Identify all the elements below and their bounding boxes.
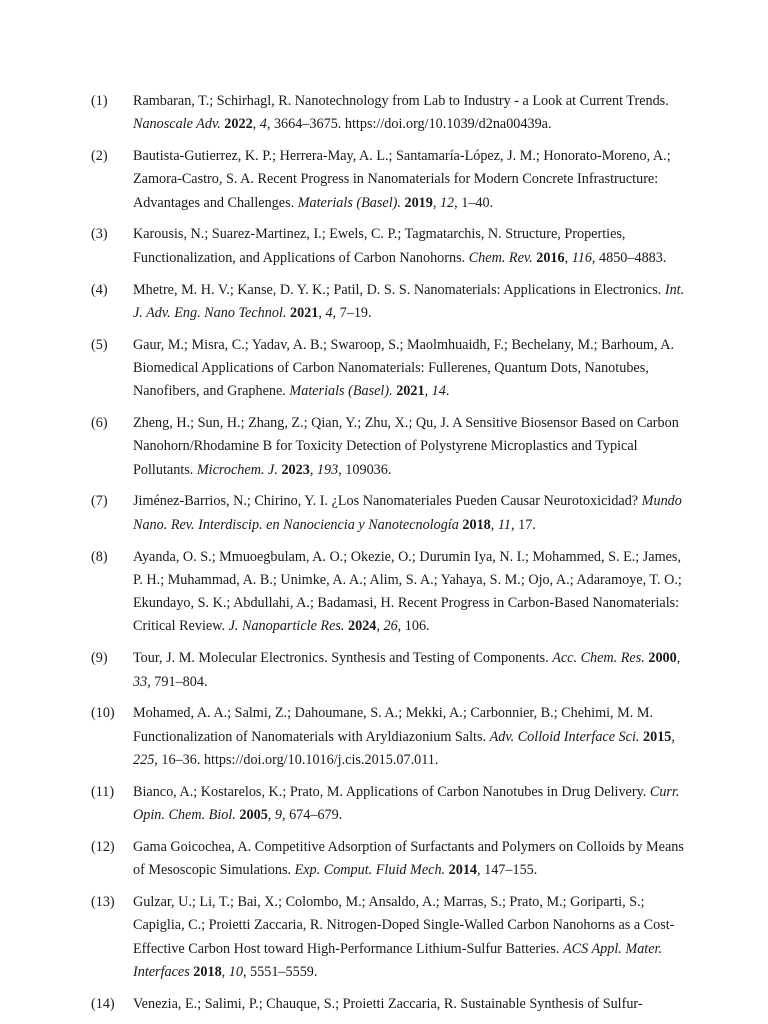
reference-number: (5) <box>91 336 108 353</box>
reference-journal: Exp. Comput. Fluid Mech. <box>294 862 446 879</box>
reference-item <box>91 546 691 639</box>
reference-item <box>91 702 691 772</box>
reference-year: 2022 <box>224 116 253 133</box>
reference-pages: , 791–804. <box>147 673 208 690</box>
reference-text: Bautista-Gutierrez, K. P.; Herrera-May, A. L.; Santamaría-López, J. M.; Honorato-Moreno, A.; Zamora-Castro, S. A. Recent Progress in Nanomaterials for Modern Concrete Infrastructure: Advantages and Challenges. Materials (Basel). 2019, 12, 1–40. <box>133 148 671 211</box>
reference-volume: 14 <box>431 383 446 400</box>
reference-pages: , 5551–5559. <box>242 963 318 980</box>
reference-number: (4) <box>91 281 108 298</box>
reference-item <box>91 836 691 883</box>
reference-volume: 26 <box>383 618 398 635</box>
reference-year: 2018 <box>462 516 491 533</box>
reference-journal: Microchem. J. <box>196 461 278 478</box>
reference-item <box>91 279 691 326</box>
reference-journal: Acc. Chem. Res. <box>552 650 645 667</box>
reference-year: 2015 <box>643 728 672 745</box>
reference-authors-title: Venezia, E.; Salimi, P.; Chauque, S.; Proietti Zaccaria, R. Sustainable Synthesis of Sulfur- <box>133 995 643 1012</box>
reference-volume: 193 <box>316 461 339 478</box>
reference-volume: 116 <box>571 249 592 266</box>
reference-pages: , 1–40. <box>454 194 494 211</box>
reference-list <box>91 90 691 1024</box>
reference-text: Zheng, H.; Sun, H.; Zhang, Z.; Qian, Y.; Zhu, X.; Qu, J. A Sensitive Biosensor Based on Carbon Nanohorn/Rhodamine B for Toxicity Detection of Polystyrene Microplastics and Typical Pollutants. Microchem. J. 2023, 193, 109036. <box>133 415 679 478</box>
reference-authors-title: Tour, J. M. Molecular Electronics. Synthesis and Testing of Components. <box>133 650 549 667</box>
reference-pages: , 7–19. <box>332 304 372 321</box>
reference-item <box>91 412 691 482</box>
reference-text <box>133 836 691 883</box>
reference-journal: Mundo Nano. Rev. Interdiscip. en Nanociencia y Nanotecnología <box>133 493 682 533</box>
reference-item <box>91 223 691 270</box>
reference-text: Rambaran, T.; Schirhagl, R. Nanotechnology from Lab to Industry - a Look at Current Trends. Nanoscale Adv. 2022, 4, 3664–3675. https://doi.org/10.1039/d2na00439a. <box>133 93 669 133</box>
reference-volume: 9 <box>274 807 282 824</box>
reference-journal: Chem. Rev. <box>468 249 533 266</box>
reference-authors-title: Bautista-Gutierrez, K. P.; Herrera-May, A. L.; Santamaría-López, J. M.; Honorato-Moreno, A.; Zamora-Castro, S. A. Recent Progress in Nanomaterials for Modern Concrete Infrastructure: Advantages and Challenges. <box>133 148 671 211</box>
reference-journal: Curr. Opin. Chem. Biol. <box>133 783 680 824</box>
reference-authors-title: Gama Goicochea, A. Competitive Adsorption of Surfactants and Polymers on Colloids by Means of Mesoscopic Simulations. <box>133 838 684 879</box>
reference-text: Tour, J. M. Molecular Electronics. Synthesis and Testing of Components. Acc. Chem. Res. 2000, 33, 791–804. <box>133 650 681 690</box>
reference-journal: Nanoscale Adv. <box>133 116 221 133</box>
reference-pages: , 674–679. <box>281 807 343 824</box>
reference-item <box>91 490 691 537</box>
reference-text: Jiménez-Barrios, N.; Chirino, Y. I. ¿Los Nanomateriales Pueden Causar Neurotoxicidad? Mundo Nano. Rev. Interdiscip. en Nanociencia y Nanotecnología 2018, 11, 17. <box>133 493 682 533</box>
reference-pages: , 17. <box>511 516 536 533</box>
reference-text: Mohamed, A. A.; Salmi, Z.; Dahoumane, S. A.; Mekki, A.; Carbonnier, B.; Chehimi, M. M. Functionalization of Nanomaterials with Aryldiazonium Salts. Adv. Colloid Interface Sci. 2015, 225, 16–36. https://doi.org/10.1016/j.cis.2015.07.011. <box>133 705 675 768</box>
reference-journal: Adv. Colloid Interface Sci. <box>489 728 640 745</box>
reference-authors-title: Mohamed, A. A.; Salmi, Z.; Dahoumane, S. A.; Mekki, A.; Carbonnier, B.; Chehimi, M. M. Functionalization of Nanomaterials with Aryldiazonium Salts. <box>133 705 654 745</box>
reference-number: (2) <box>91 148 108 165</box>
reference-year: 2023 <box>281 461 310 478</box>
reference-journal: ACS Appl. Mater. Interfaces <box>133 940 663 980</box>
reference-pages: , 106. <box>397 618 430 635</box>
reference-number: (7) <box>91 493 108 510</box>
reference-text <box>133 993 691 1016</box>
reference-item <box>91 993 691 1016</box>
reference-number: (10) <box>91 705 115 722</box>
reference-pages: , 109036. <box>338 461 392 478</box>
reference-volume: 33 <box>133 673 148 690</box>
reference-year: 2021 <box>396 383 425 400</box>
reference-text: Bianco, A.; Kostarelos, K.; Prato, M. Applications of Carbon Nanotubes in Drug Delivery. Curr. Opin. Chem. Biol. 2005, 9, 674–679. <box>133 783 680 824</box>
reference-number: (13) <box>91 893 115 910</box>
reference-number: (14) <box>91 995 115 1012</box>
reference-authors-title: Zheng, H.; Sun, H.; Zhang, Z.; Qian, Y.; Zhu, X.; Qu, J. A Sensitive Biosensor Based on Carbon Nanohorn/Rhodamine B for Toxicity Detection of Polystyrene Microplastics and Typical Pollutants. <box>133 415 679 478</box>
reference-number: (8) <box>91 548 108 565</box>
reference-journal: Int. J. Adv. Eng. Nano Technol. <box>133 281 685 321</box>
reference-number: (6) <box>91 415 108 432</box>
reference-journal: J. Nanoparticle Res. <box>228 618 345 635</box>
reference-volume: 11 <box>497 516 511 533</box>
reference-text: Gaur, M.; Misra, C.; Yadav, A. B.; Swaroop, S.; Maolmhuaidh, F.; Bechelany, M.; Barhoum, A. Biomedical Applications of Carbon Nanomaterials: Fullerenes, Quantum Dots, Nanotubes, Nanofibers, and Graphene. Materials (Basel). 2021, 14. <box>133 336 675 400</box>
reference-authors-title: Mhetre, M. H. V.; Kanse, D. Y. K.; Patil, D. S. S. Nanomaterials: Applications in Electronics. <box>133 281 662 298</box>
reference-item <box>91 647 691 694</box>
reference-year: 2021 <box>289 304 319 321</box>
reference-authors-title: Gaur, M.; Misra, C.; Yadav, A. B.; Swaroop, S.; Maolmhuaidh, F.; Bechelany, M.; Barhoum, A. Biomedical Applications of Carbon Nanomaterials: Fullerenes, Quantum Dots, Nanotubes, Nanofibers, and Graphene. <box>133 336 675 400</box>
reference-year: 2000 <box>648 650 677 667</box>
reference-pages: , 16–36. https://doi.org/10.1016/j.cis.2015.07.011. <box>154 751 439 768</box>
reference-number: (11) <box>91 783 115 800</box>
reference-volume: 225 <box>133 751 155 768</box>
reference-journal: Materials (Basel). <box>297 194 401 211</box>
reference-pages: , 3664–3675. https://doi.org/10.1039/d2na00439a. <box>266 116 552 133</box>
reference-number: (12) <box>91 838 115 855</box>
reference-year: 2014 <box>448 862 478 879</box>
reference-authors-title: Gulzar, U.; Li, T.; Bai, X.; Colombo, M.; Ansaldo, A.; Marras, S.; Prato, M.; Goriparti, S.; Capiglia, C.; Proietti Zaccaria, R. Nitrogen-Doped Single-Walled Carbon Nanohorns as a Cost-Effective Carbon Host toward High-Performance Lithium-Sulfur Batteries. <box>133 893 675 957</box>
reference-number: (9) <box>91 650 108 667</box>
reference-item <box>91 781 691 828</box>
reference-number: (1) <box>91 93 108 109</box>
reference-volume: 10 <box>228 963 243 980</box>
reference-pages: , 4850–4883. <box>591 249 667 266</box>
reference-item <box>91 90 691 137</box>
reference-year: 2018 <box>193 963 222 980</box>
reference-text: Gulzar, U.; Li, T.; Bai, X.; Colombo, M.; Ansaldo, A.; Marras, S.; Prato, M.; Goriparti, S.; Capiglia, C.; Proietti Zaccaria, R. Nitrogen-Doped Single-Walled Carbon Nanohorns as a Cost-Effective Carbon Host toward High-Performance Lithium-Sulfur Batteries. ACS Appl. Mater. Interfaces 2018, 10, 5551–5559. <box>133 893 675 980</box>
reference-authors-title: Jiménez-Barrios, N.; Chirino, Y. I. ¿Los Nanomateriales Pueden Causar Neurotoxicidad? <box>133 493 639 510</box>
reference-authors-title: Rambaran, T.; Schirhagl, R. Nanotechnology from Lab to Industry - a Look at Current Trends. <box>133 93 669 109</box>
reference-item <box>91 891 691 984</box>
reference-year: 2016 <box>536 249 565 266</box>
reference-volume: 12 <box>439 194 455 211</box>
reference-authors-title: Bianco, A.; Kostarelos, K.; Prato, M. Applications of Carbon Nanotubes in Drug Delivery. <box>133 783 647 800</box>
reference-year: 2019 <box>404 194 433 211</box>
reference-authors-title: Ayanda, O. S.; Mmuoegbulam, A. O.; Okezie, O.; Durumin Iya, N. I.; Mohammed, S. E.; James, P. H.; Muhammad, A. B.; Unimke, A. A.; Alim, S. A.; Yahaya, S. M.; Ojo, A.; Adaramoye, T. O.; Ekundayo, S. K.; Abdullahi, A.; Badamasi, H. Recent Progress in Carbon-Based Nanomaterials: Critical Review. <box>133 548 682 635</box>
reference-year: 2024 <box>348 618 377 635</box>
reference-item <box>91 145 691 215</box>
reference-text: Mhetre, M. H. V.; Kanse, D. Y. K.; Patil, D. S. S. Nanomaterials: Applications in Electronics. Int. J. Adv. Eng. Nano Technol. 2021, 4, 7–19. <box>133 281 685 321</box>
reference-pages: , 147–155. <box>477 862 538 879</box>
reference-year: 2005 <box>239 807 268 824</box>
reference-text: Ayanda, O. S.; Mmuoegbulam, A. O.; Okezie, O.; Durumin Iya, N. I.; Mohammed, S. E.; James, P. H.; Muhammad, A. B.; Unimke, A. A.; Alim, S. A.; Yahaya, S. M.; Ojo, A.; Adaramoye, T. O.; Ekundayo, S. K.; Abdullahi, A.; Badamasi, H. Recent Progress in Carbon-Based Nanomaterials: Critical Review. J. Nanoparticle Res. 2024, 26, 106. <box>133 548 682 635</box>
reference-volume: 4 <box>325 304 333 321</box>
reference-item <box>91 334 691 404</box>
reference-journal: Materials (Basel). <box>289 383 393 400</box>
reference-pages: . <box>445 383 450 400</box>
reference-volume: 4 <box>259 116 267 133</box>
reference-number: (3) <box>91 226 108 243</box>
reference-authors-title: Karousis, N.; Suarez-Martinez, I.; Ewels, C. P.; Tagmatarchis, N. Structure, Properties, Functionalization, and Applications of Carbon Nanohorns. <box>133 226 626 266</box>
reference-text: Karousis, N.; Suarez-Martinez, I.; Ewels, C. P.; Tagmatarchis, N. Structure, Properties, Functionalization, and Applications of Carbon Nanohorns. Chem. Rev. 2016, 116, 4850–4883. <box>133 226 667 266</box>
